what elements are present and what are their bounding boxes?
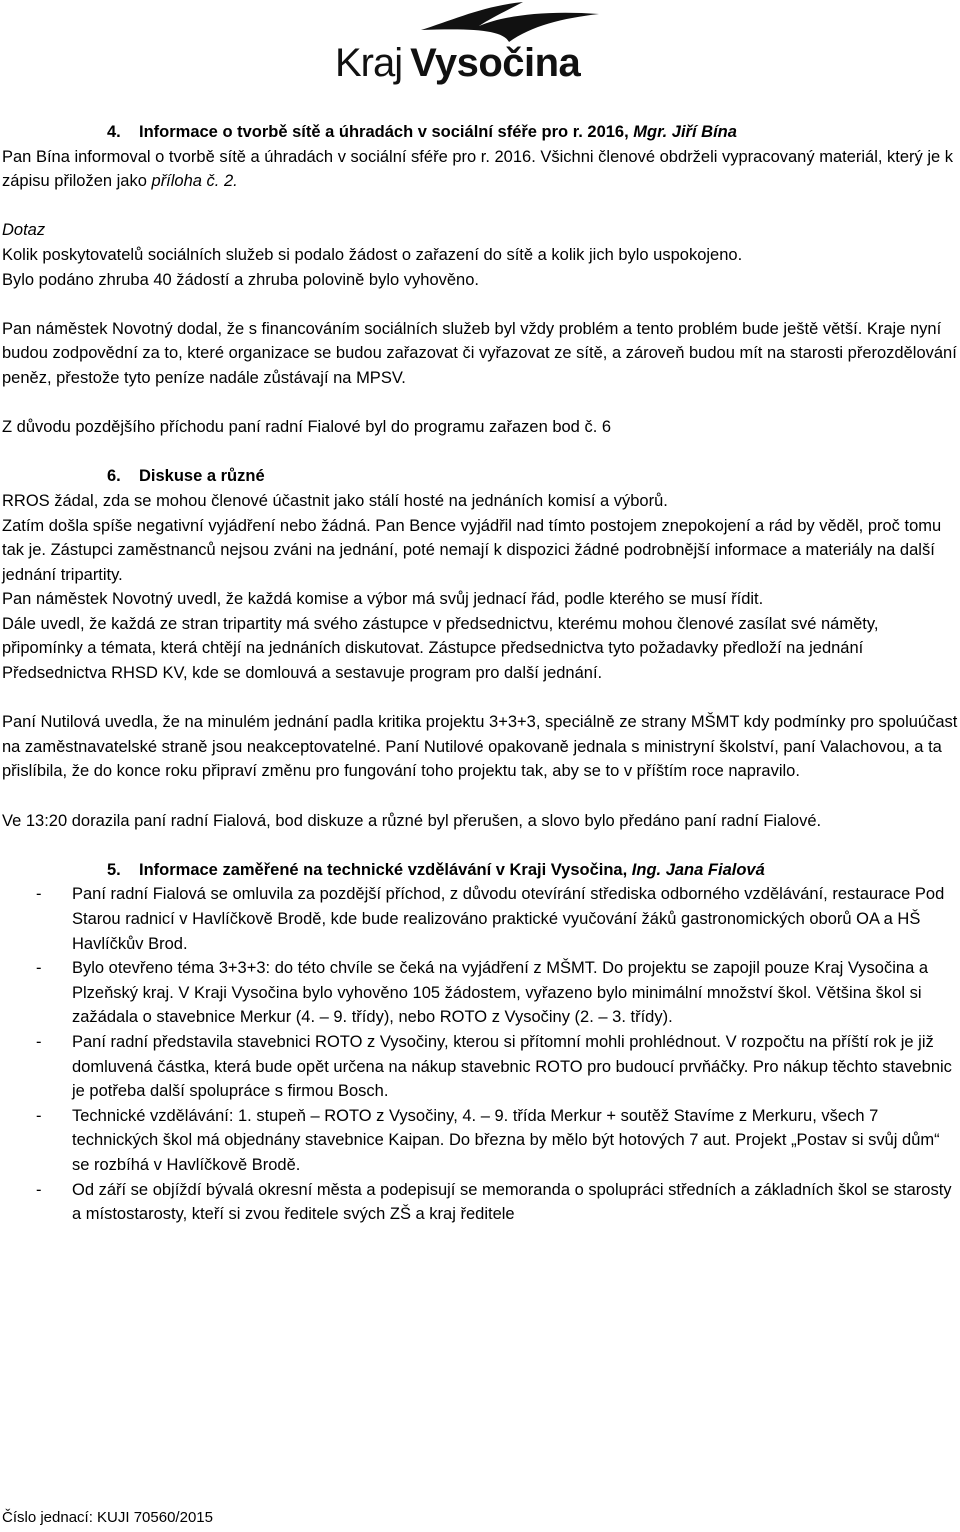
section-6-number: 6. xyxy=(107,467,121,486)
list-item-text: Technické vzdělávání: 1. stupeň – ROTO z Vysočiny, 4. – 9. třída Merkur + soutěž Stavíme z Merkuru, všech 7 technických škol má objednány stavebnice Kaipan. Do března by mělo být hotových 7 aut. Projekt „Postav si svůj dům“ se rozbíhá v Havlíčkově Brodě. xyxy=(72,1106,940,1174)
bullet-dash: - xyxy=(36,1180,42,1199)
section-4-number: 4. xyxy=(107,123,121,141)
section-5-bullet-list xyxy=(0,882,960,1226)
section-4-heading xyxy=(0,120,960,145)
para-text: Pan Bína informoval o tvorbě sítě a úhradách v sociální sféře pro r. 2016. Všichni členové obdrželi vypracovaný materiál, který je k zápisu přiložen jako xyxy=(2,147,954,191)
list-item-text: Paní radní Fialová se omluvila za pozdější příchod, z důvodu otevírání střediska odborného vzdělávání, restaurace Pod Starou radnicí v Havlíčkově Brodě, kde bude realizováno praktické vyučování žáků gastronomických oborů OA a HŠ Havlíčkův Brod. xyxy=(72,885,945,953)
kraj-vysocina-logo xyxy=(335,0,595,90)
bullet-dash: - xyxy=(36,1106,42,1125)
list-item-text: Bylo otevřeno téma 3+3+3: do této chvíle se čeká na vyjádření z MŠMT. Do projektu se zapojil pouze Kraj Vysočina a Plzeňský kraj. V Kraji Vysočina bylo vyhověno 105 žádostem, vyřazeno bylo minimální množství škol. Většina škol si zažádala o stavebnice Merkur (4. – 9. třídy), nebo ROTO z Vysočiny (2. – 3. třídy). xyxy=(72,959,929,1027)
section-5-heading xyxy=(0,858,960,883)
section-6-paragraph-2: Zatím došla spíše negativní vyjádření nebo žádná. Pan Bence vyjádřil nad tímto postojem znepokojení a rád by věděl, proč tomu tak je. Zástupci zaměstnanců nejsou zváni na jednání, poté nemají k dispozici žádné podrobnější informace a materiály na další jednání tripartity. xyxy=(2,516,942,584)
section-6-paragraph-6: Ve 13:20 dorazila paní radní Fialová, bod diskuze a různé byl přerušen, a slovo bylo předáno paní radní Fialové. xyxy=(2,811,822,830)
section-4-title: Informace o tvorbě sítě a úhradách v sociální sféře pro r. 2016, xyxy=(139,123,629,141)
section-6-paragraph-1: RROS žádal, zda se mohou členové účastnit jako stálí hosté na jednáních komisí a výborů. xyxy=(2,491,668,510)
list-item xyxy=(0,956,960,1030)
logo-word-vysocina: Vysočina xyxy=(410,41,581,85)
section-4-paragraph-1 xyxy=(0,145,960,194)
list-item-text: Od září se objíždí bývalá okresní města a podepisují se memoranda o spolupráci středních a základních škol se starosty a místostarosty, kteří si zvou ředitele svých ZŠ a kraj ředitele xyxy=(72,1180,952,1224)
attachment-reference: příloha č. 2. xyxy=(151,172,238,191)
logo-wordmark xyxy=(335,40,580,86)
document-body xyxy=(0,120,960,1227)
list-item xyxy=(0,1178,960,1227)
section-4-paragraph-2: Pan náměstek Novotný dodal, že s financováním sociálních služeb byl vždy problém a tento problém bude ještě větší. Kraje nyní budou zodpovědní za to, které organizace se budou zařazovat či vyřazovat ze sítě, a zároveň budou mít na starosti přerozdělování peněz, přestože tyto peníze nadále zůstávají na MPSV. xyxy=(2,319,957,387)
bullet-dash: - xyxy=(36,1032,42,1051)
list-item-text: Paní radní představila stavebnici ROTO z Vysočiny, kterou si přítomní mohli prohlédnout. V rozpočtu na příští rok je již domluvená částka, která bude opět určena na nákup stavebnic ROTO pro budoucí prvňáčky. Pro nákup těchto stavebnic je potřeba další spolupráce s firmou Bosch. xyxy=(72,1032,952,1101)
answer-text: Bylo podáno zhruba 40 žádostí a zhruba polovině bylo vyhověno. xyxy=(2,270,479,289)
bullet-dash: - xyxy=(36,959,42,978)
list-item xyxy=(0,1104,960,1178)
bullet-dash: - xyxy=(36,885,42,904)
section-6-heading xyxy=(0,464,960,489)
section-6-title: Diskuse a různé xyxy=(139,467,265,486)
section-4-presenter: Mgr. Jiří Bína xyxy=(633,123,737,141)
section-4-paragraph-3: Z důvodu pozdějšího příchodu paní radní Fialové byl do programu zařazen bod č. 6 xyxy=(2,418,612,437)
list-item xyxy=(0,882,960,956)
section-6-paragraph-3: Pan náměstek Novotný uvedl, že každá komise a výbor má svůj jednací řád, podle kterého se musí řídit. xyxy=(2,590,764,609)
section-6-paragraph-5: Paní Nutilová uvedla, že na minulém jednání padla kritika projektu 3+3+3, speciálně ze strany MŠMT kdy podmínky pro spoluúčast na zaměstnavatelské straně jsou neakceptovatelné. Paní Nutilové opakovaně jednala s ministryní školství, paní Valachovou, a ta přislíbila, že do konce roku připraví změnu pro fungování toho projektu tak, aby se to v příštím roce napravilo. xyxy=(2,713,958,781)
question-text: Kolik poskytovatelů sociálních služeb si podalo žádost o zařazení do sítě a kolik jich bylo uspokojeno. xyxy=(2,245,743,264)
list-item xyxy=(0,1030,960,1104)
section-5-title: Informace zaměřené na technické vzdělávání v Kraji Vysočina, xyxy=(139,860,628,879)
logo-word-kraj: Kraj xyxy=(335,41,403,85)
question-label: Dotaz xyxy=(2,221,46,240)
section-6-paragraph-4: Dále uvedl, že každá ze stran tripartity má svého zástupce v předsednictvu, kterému mohou členové zasílat své náměty, připomínky a témata, která chtějí na jednáních diskutovat. Zástupce předsednictva tyto požadavky předloží na jednání Předsednictva RHSD KV, kde se domlouvá a sestavuje program pro další jednání. xyxy=(2,614,879,683)
section-5-presenter: Ing. Jana Fialová xyxy=(631,860,765,879)
reference-number-footer: Číslo jednací: KUJI 70560/2015 xyxy=(2,1509,213,1526)
section-5-number: 5. xyxy=(107,860,121,879)
